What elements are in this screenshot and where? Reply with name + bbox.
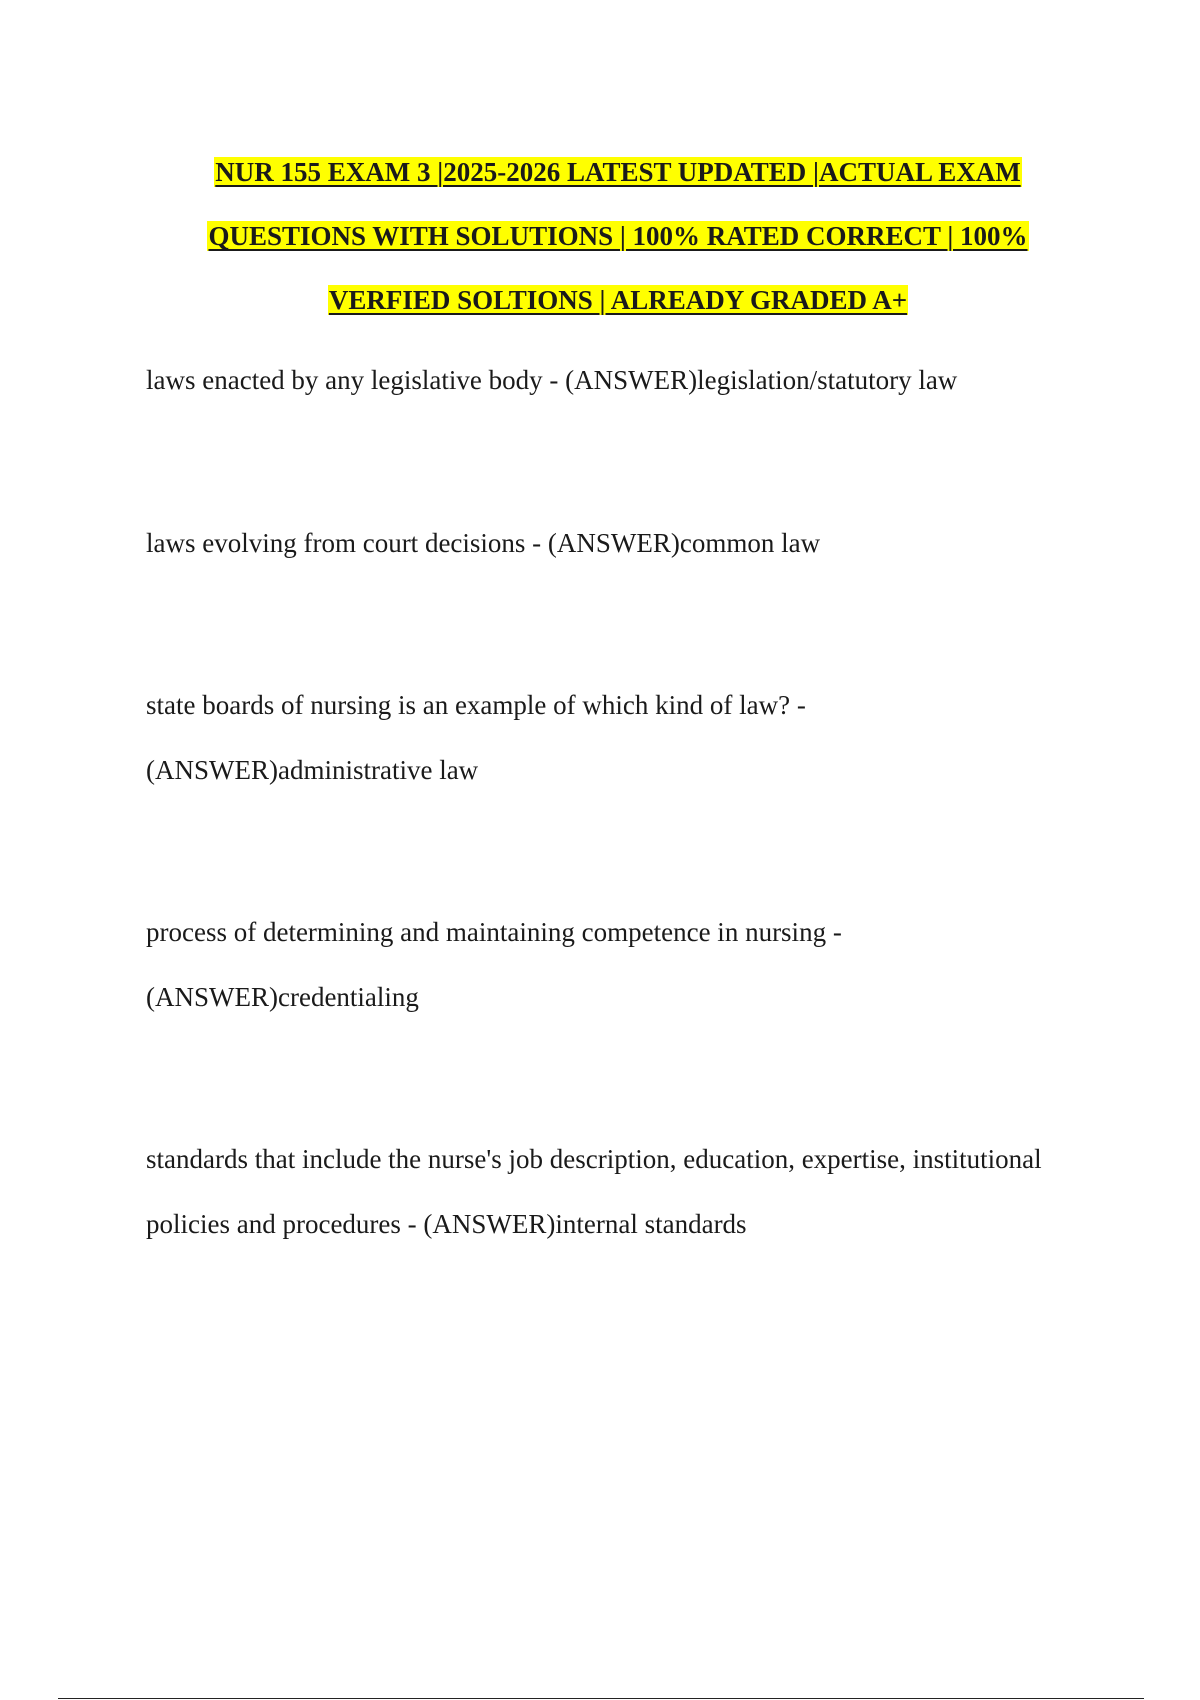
qa-item-1: laws enacted by any legislative body - (ANSWER)legislation/statutory law [146, 365, 958, 395]
qa-item-3: state boards of nursing is an example of which kind of law? - (ANSWER)administrative law [146, 690, 806, 785]
footer-rule [58, 1698, 1144, 1699]
title-line-3: VERFIED SOLTIONS | ALREADY GRADED A+ [328, 285, 908, 315]
qa-item-5: standards that include the nurse's job description, education, expertise, institutional policies and procedures - (ANSWER)internal standards [146, 1144, 1042, 1239]
qa-list [146, 348, 1086, 1257]
title-line-1: NUR 155 EXAM 3 |2025-2026 LATEST UPDATED |ACTUAL EXAM [215, 157, 1021, 187]
document-title [120, 140, 1116, 332]
title-line-2: QUESTIONS WITH SOLUTIONS | 100% RATED CORRECT | 100% [208, 221, 1028, 251]
qa-item-2: laws evolving from court decisions - (ANSWER)common law [146, 528, 821, 558]
qa-item-4: process of determining and maintaining competence in nursing - (ANSWER)credentialing [146, 917, 842, 1012]
